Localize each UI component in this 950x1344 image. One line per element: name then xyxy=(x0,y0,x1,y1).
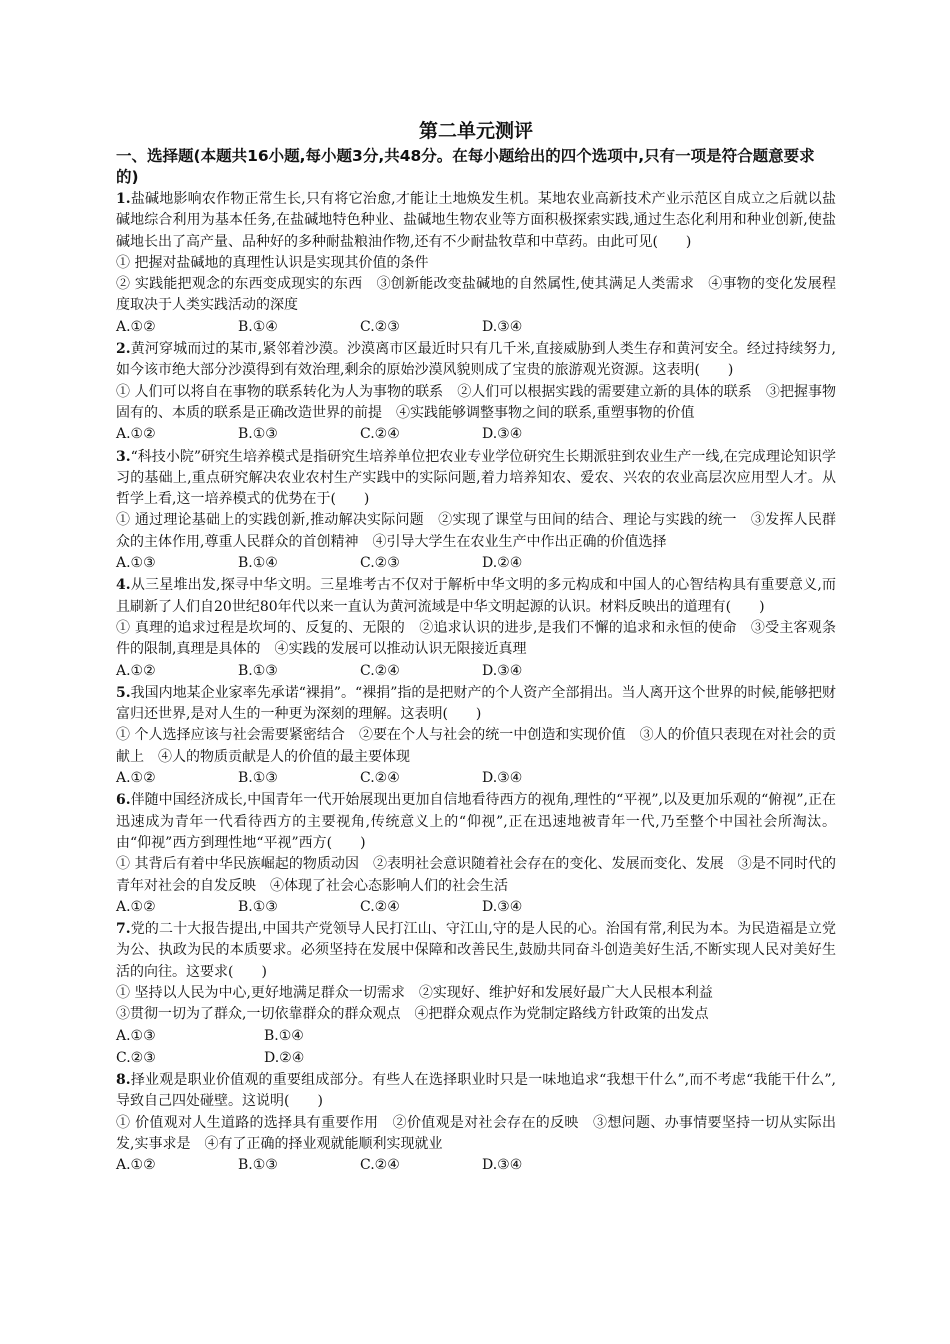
page-title: 第二单元测评 xyxy=(418,120,533,142)
question-text: 黄河穿城而过的某市,紧邻着沙漠。沙漠离市区最近时只有几千米,直接威胁到人类生存和黄河安全。经过持续努力,如今该市绝大部分沙漠得到有效治理,剩余的原始沙漠风貌则成了宝贵的旅游观光资源。这表明( ) xyxy=(116,341,836,379)
statement-list: ① 真理的追求过程是坎坷的、反复的、无限的 ②追求认识的进步,是我们不懈的追求和永恒的使命 ③受主客观条件的限制,真理是具体的 ④实践的发展可以推动认识无限接近真理 xyxy=(116,619,836,658)
answer-option[interactable]: A.①③ xyxy=(116,1027,156,1044)
statement-list: ① 价值观对人生道路的选择具有重要作用 ②价值观是对社会存在的反映 ③想问题、办事情要坚持一切从实际出发,实事求是 ④有了正确的择业观就能顺利实现就业 xyxy=(116,1114,836,1153)
question-text: 盐碱地影响农作物正常生长,只有将它治愈,才能让土地焕发生机。某地农业高新技术产业示范区自成立之后就以盐碱地综合利用为基本任务,在盐碱地特色种业、盐碱地生物农业等方面积极探索实践,通过生态化利用和种业创新,使盐碱地长出了高产量、品种好的多种耐盐粮油作物,还有不少耐盐牧草和中草药。由此可见( ) xyxy=(116,191,836,250)
question-stem xyxy=(116,189,836,253)
question-text: 从三星堆出发,探寻中华文明。三星堆考古不仅对于解析中华文明的多元构成和中国人的心智结构具有重要意义,而且刷新了人们自20世纪80年代以来一直认为黄河流域是中华文明起源的认识。材料反映出的道理有( ) xyxy=(116,577,836,615)
question-stem xyxy=(116,683,836,726)
answer-option[interactable]: C.②④ xyxy=(360,662,400,679)
answer-options xyxy=(116,1155,836,1176)
question-text: 党的二十大报告提出,中国共产党领导人民打江山、守江山,守的是人民的心。治国有常,利民为本。为民造福是立党为公、执政为民的本质要求。必须坚持在发展中保障和改善民生,鼓励共同奋斗创造美好生活,不断实现人民对美好生活的向往。这要求( ) xyxy=(116,921,836,980)
question-text: 我国内地某企业家率先承诺“裸捐”。“裸捐”指的是把财产的个人资产全部捐出。当人离开这个世界的时候,能够把财富归还世界,是对人生的一种更为深刻的理解。这表明( ) xyxy=(116,684,836,723)
answer-option[interactable]: B.①④ xyxy=(238,318,278,335)
question-number: 5. xyxy=(116,684,131,701)
answer-options xyxy=(116,317,836,338)
answer-option[interactable]: A.①② xyxy=(116,770,156,787)
answer-option[interactable]: D.②④ xyxy=(482,555,523,572)
answer-options xyxy=(116,424,836,445)
answer-option[interactable]: B.①④ xyxy=(264,1027,304,1044)
question-number: 6. xyxy=(116,792,131,809)
statement-list: ① 把握对盐碱地的真理性认识是实现其价值的条件 xyxy=(116,254,429,271)
question-7 xyxy=(116,919,836,1069)
question-stem xyxy=(116,339,836,382)
question-5 xyxy=(116,683,836,789)
answer-option[interactable]: C.②④ xyxy=(360,426,400,443)
answer-option[interactable]: D.③④ xyxy=(482,426,523,443)
question-1 xyxy=(116,189,836,338)
question-text: “科技小院”研究生培养模式是指研究生培养单位把农业专业学位研究生长期派驻到农业生产一线,在完成理论知识学习的基础上,重点研究解决农业农村生产实践中的实际问题,着力培养知农、爱农、兴农的农业高层次应用型人才。从哲学上看,这一培养模式的优势在于( ) xyxy=(116,448,836,508)
statement-list: ② 实践能把观念的东西变成现实的东西 ③创新能改变盐碱地的自然属性,使其满足人类需求 ④事物的变化发展程度取决于人类实践活动的深度 xyxy=(116,276,836,314)
answer-option[interactable]: A.①③ xyxy=(116,555,156,572)
answer-options xyxy=(116,1026,836,1047)
question-stem xyxy=(116,919,836,983)
question-number: 8. xyxy=(116,1072,131,1089)
answer-options xyxy=(116,1048,836,1069)
answer-option[interactable]: D.③④ xyxy=(482,318,523,335)
answer-option[interactable]: B.①③ xyxy=(238,426,278,443)
answer-option[interactable]: A.①② xyxy=(116,1157,156,1174)
answer-option[interactable]: A.①② xyxy=(116,318,156,335)
answer-option[interactable]: B.①③ xyxy=(238,1157,278,1174)
statement-list: ① 个人选择应该与社会需要紧密结合 ②要在个人与社会的统一中创造和实现价值 ③人的价值只表现在对社会的贡献上 ④人的物质贡献是人的价值的最主要体现 xyxy=(116,727,836,765)
question-6 xyxy=(116,790,836,918)
answer-option[interactable]: D.②④ xyxy=(264,1049,305,1066)
statement-list: ① 其背后有着中华民族崛起的物质动因 ②表明社会意识随着社会存在的变化、发展而变化、发展 ③是不同时代的青年对社会的自发反映 ④体现了社会心态影响人们的社会生活 xyxy=(116,856,836,894)
answer-option[interactable]: C.②④ xyxy=(360,898,400,915)
statement-list: ① 坚持以人民为中心,更好地满足群众一切需求 ②实现好、维护好和发展好最广大人民根本利益 xyxy=(116,984,713,1001)
question-stem xyxy=(116,575,836,618)
answer-option[interactable]: B.①③ xyxy=(238,898,278,915)
question-number: 7. xyxy=(116,921,131,938)
answer-option[interactable]: D.③④ xyxy=(482,662,523,679)
answer-option[interactable]: C.②③ xyxy=(116,1049,156,1066)
question-number: 2. xyxy=(116,341,131,358)
question-stem xyxy=(116,1070,836,1113)
question-number: 1. xyxy=(116,191,131,207)
statement-list: ③贯彻一切为了群众,一切依靠群众的群众观点 ④把群众观点作为党制定路线方针政策的出发点 xyxy=(116,1006,709,1023)
question-8 xyxy=(116,1070,836,1176)
answer-options xyxy=(116,553,836,574)
answer-option[interactable]: D.③④ xyxy=(482,898,523,915)
question-number: 4. xyxy=(116,577,131,594)
answer-option[interactable]: C.②④ xyxy=(360,1157,400,1174)
question-list xyxy=(116,189,836,1177)
answer-option[interactable]: B.①④ xyxy=(238,555,278,572)
document-page xyxy=(116,118,836,1178)
answer-option[interactable]: C.②③ xyxy=(360,555,400,572)
answer-option[interactable]: A.①② xyxy=(116,898,156,915)
answer-options xyxy=(116,661,836,682)
answer-option[interactable]: A.①② xyxy=(116,426,156,443)
statement-list: ① 人们可以将自在事物的联系转化为人为事物的联系 ②人们可以根据实践的需要建立新的具体的联系 ③把握事物固有的、本质的联系是正确改造世界的前提 ④实践能够调整事物之间的联系,重塑事物的价值 xyxy=(116,383,836,421)
section-heading: 一、选择题(本题共16小题,每小题3分,共48分。在每小题给出的四个选项中,只有一项是符合题意要求的) xyxy=(116,147,815,186)
question-text: 伴随中国经济成长,中国青年一代开始展现出更加自信地看待西方的视角,理性的“平视”,以及更加乐观的“俯视”,正在迅速成为青年一代看待西方的主要视角,传统意义上的“仰视”,正在迅速地被青年一代,乃至整个中国社会所淘汰。由“仰视”西方到理性地“平视”西方( ) xyxy=(116,792,836,851)
answer-option[interactable]: C.②④ xyxy=(360,770,400,787)
question-number: 3. xyxy=(116,448,131,465)
answer-option[interactable]: C.②③ xyxy=(360,318,400,335)
answer-option[interactable]: B.①③ xyxy=(238,662,278,679)
question-stem xyxy=(116,447,836,511)
statement-list: ① 通过理论基础上的实践创新,推动解决实际问题 ②实现了课堂与田间的结合、理论与实践的统一 ③发挥人民群众的主体作用,尊重人民群众的首创精神 ④引导大学生在农业生产中作出正确的价值选择 xyxy=(116,512,836,550)
answer-option[interactable]: B.①③ xyxy=(238,770,278,787)
answer-option[interactable]: A.①② xyxy=(116,662,156,679)
question-text: 择业观是职业价值观的重要组成部分。有些人在选择职业时只是一味地追求“我想干什么”,而不考虑“我能干什么”,导致自己四处碰壁。这说明( ) xyxy=(116,1072,836,1110)
answer-option[interactable]: D.③④ xyxy=(482,1157,523,1174)
answer-option[interactable]: D.③④ xyxy=(482,770,523,787)
question-3 xyxy=(116,447,836,575)
answer-options xyxy=(116,897,836,918)
question-2 xyxy=(116,339,836,445)
question-4 xyxy=(116,575,836,681)
answer-options xyxy=(116,768,836,789)
question-stem xyxy=(116,790,836,854)
